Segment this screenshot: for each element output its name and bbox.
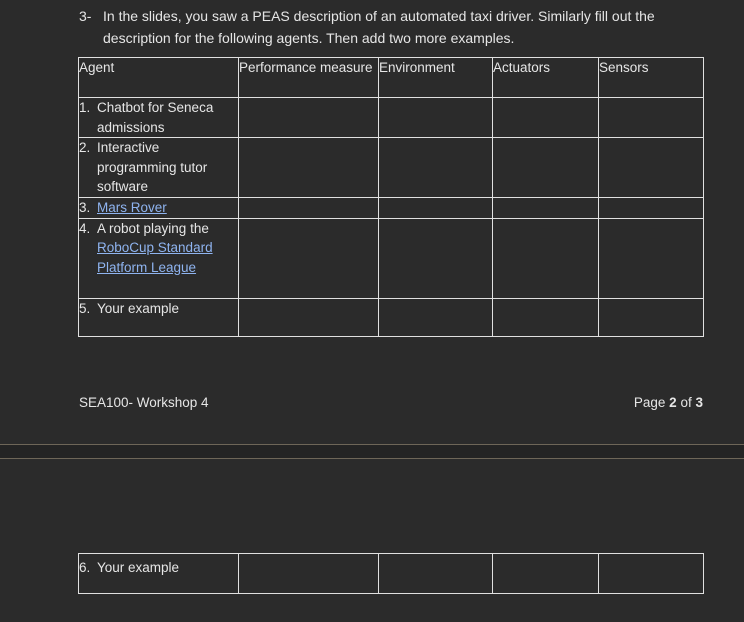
sensors-cell[interactable] xyxy=(599,198,704,219)
agent-label: Your example xyxy=(97,560,180,575)
question-text: In the slides, you saw a PEAS description of an automated taxi driver. Similarly fill out the description for the following agents. Then add two more examples. xyxy=(103,8,655,46)
table-row xyxy=(79,554,704,594)
row-number: 3. xyxy=(79,200,91,215)
environment-cell[interactable] xyxy=(379,218,493,298)
agent-cell xyxy=(79,98,239,138)
agent-label-prefix: A robot playing the xyxy=(97,220,209,236)
table-header-row xyxy=(79,58,704,98)
table-row xyxy=(79,218,704,298)
performance-cell[interactable] xyxy=(239,138,379,198)
peas-table-continued xyxy=(78,553,704,594)
table-row xyxy=(79,198,704,219)
actuators-cell[interactable] xyxy=(493,98,599,138)
sensors-cell[interactable] xyxy=(599,554,704,594)
peas-table xyxy=(78,57,704,337)
agent-cell xyxy=(79,138,239,198)
agent-label: Chatbot for Seneca admissions xyxy=(97,100,214,135)
environment-cell[interactable] xyxy=(379,138,493,198)
environment-cell[interactable] xyxy=(379,98,493,138)
agent-label: Interactive programming tutor software xyxy=(97,140,208,194)
header-actuators: Actuators xyxy=(493,58,599,98)
agent-cell xyxy=(79,554,239,594)
header-environment: Environment xyxy=(379,58,493,98)
actuators-cell[interactable] xyxy=(493,138,599,198)
environment-cell[interactable] xyxy=(379,554,493,594)
performance-cell[interactable] xyxy=(239,298,379,336)
agent-cell xyxy=(79,218,239,298)
robocup-link[interactable]: RoboCup Standard Platform League xyxy=(97,240,213,275)
row-number: 2. xyxy=(79,140,91,155)
page-break xyxy=(0,444,744,459)
header-sensors: Sensors xyxy=(599,58,704,98)
actuators-cell[interactable] xyxy=(493,218,599,298)
row-number: 4. xyxy=(79,220,91,236)
row-number: 1. xyxy=(79,100,91,115)
performance-cell[interactable] xyxy=(239,198,379,219)
document-page-next xyxy=(0,459,744,622)
environment-cell[interactable] xyxy=(379,198,493,219)
table-row xyxy=(79,298,704,336)
performance-cell[interactable] xyxy=(239,98,379,138)
header-performance-measure: Performance measure xyxy=(239,58,379,98)
environment-cell[interactable] xyxy=(379,298,493,336)
sensors-cell[interactable] xyxy=(599,298,704,336)
performance-cell[interactable] xyxy=(239,218,379,298)
agent-cell xyxy=(79,198,239,219)
actuators-cell[interactable] xyxy=(493,198,599,219)
sensors-cell[interactable] xyxy=(599,218,704,298)
row-number: 6. xyxy=(79,560,91,575)
agent-cell xyxy=(79,298,239,336)
question-3 xyxy=(79,5,719,49)
mars-rover-link[interactable]: Mars Rover xyxy=(97,200,167,215)
sensors-cell[interactable] xyxy=(599,98,704,138)
agent-label: Your example xyxy=(97,300,180,316)
table-row xyxy=(79,98,704,138)
footer-page-number: Page 2 of 3 xyxy=(633,395,703,410)
performance-cell[interactable] xyxy=(239,554,379,594)
actuators-cell[interactable] xyxy=(493,298,599,336)
question-number: 3- xyxy=(79,8,92,24)
footer-course: SEA100- Workshop 4 xyxy=(79,395,209,410)
sensors-cell[interactable] xyxy=(599,138,704,198)
header-agent: Agent xyxy=(79,58,239,98)
row-number: 5. xyxy=(79,300,91,316)
actuators-cell[interactable] xyxy=(493,554,599,594)
table-row xyxy=(79,138,704,198)
